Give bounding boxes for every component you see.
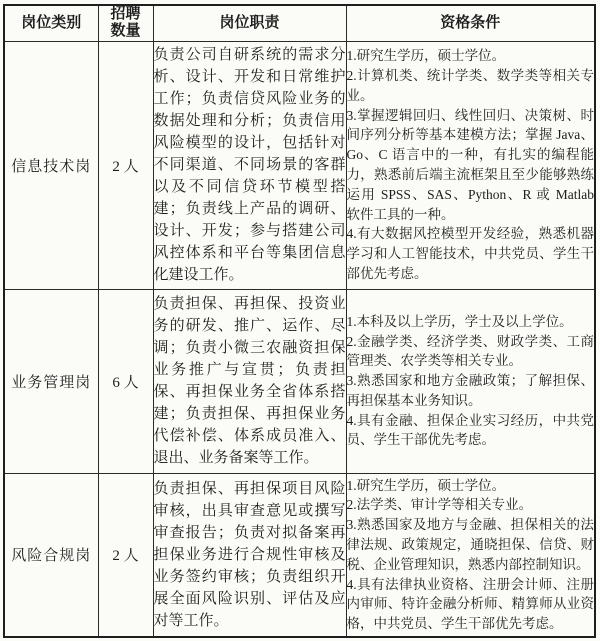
table-row-risk-position: [4, 473, 595, 637]
qualification-item: 4.具有法律执业资格、注册会计师、注册内审师、特许金融分析师、精算师从业资格，中共党员、学生干部优先考虑。: [346, 576, 594, 632]
header-position-category: 岗位类别: [4, 5, 98, 41]
position-category-cell: 风险合规岗: [4, 473, 98, 637]
duties-text: 负责担保、再担保、投资业务的研发、推广、运作、尽调；负责小微三农融资担保业务推广与宣贯；负责担保、再担保业务全省体系搭建；负责担保、再担保业务代偿补偿、体系成员准入、退出、业务备案等工作。: [153, 296, 346, 466]
qualification-item: 2.金融学类、经济学类、财政学类、工商管理类、农学类等相关专业。: [346, 333, 594, 369]
duties-text: 负责担保、再担保项目风险审核，出具审查意见或撰写审查报告；负责对拟备案再担保业务进行合规性审核及业务签约审核；负责组织开展全面风险识别、评估及应对等工作。: [153, 480, 346, 629]
header-recruit-count-label: 招聘数量: [110, 6, 141, 40]
table-row-it-position: [4, 41, 595, 289]
table-header-row: [4, 5, 595, 41]
recruit-count-cell: 2 人: [98, 473, 153, 637]
qualifications-cell: [346, 289, 595, 473]
recruitment-positions-table: [3, 4, 596, 638]
header-recruit-count: [98, 5, 153, 41]
qualifications-cell: [346, 41, 595, 289]
qualification-item: 3.掌握逻辑回归、线性回归、决策树、时间序列分析等基本建模方法；掌握 Java、Go、C 语言中的一种，有扎实的编程能力，熟悉前后端主流框架且至少能够熟练运用 SPSS、SAS、Python、R 或 Matlab 软件工具的一种。: [346, 107, 594, 222]
table-row-business-position: [4, 289, 595, 473]
qualification-item: 3.熟悉国家和地方金融政策；了解担保、再担保基本业务知识。: [346, 373, 594, 408]
qualification-item: 3.熟悉国家及地方与金融、担保相关的法律法规、政策规定，通晓担保、信贷、财税、企业管理知识，熟悉内部控制知识。: [346, 517, 594, 572]
qualification-item: 4.具有金融、担保企业实习经历，中共党员、学生干部优先考虑。: [346, 412, 594, 448]
recruit-count-cell: 2 人: [98, 41, 153, 289]
position-category-cell: 信息技术岗: [4, 41, 98, 289]
position-category-cell: 业务管理岗: [4, 289, 98, 473]
qualification-item: 1.研究生学历，硕士学位。: [346, 477, 506, 493]
header-qualifications: 资格条件: [346, 5, 595, 41]
duties-text: 负责公司自研系统的需求分析、设计、开发和日常维护工作；负责信贷风险业务的数据处理和分析；负责信用风险模型的设计，包括针对不同渠道、不同场景的客群以及不同信贷环节模型搭建；负责线上产品的调研、设计、开发；参与搭建公司风控体系和平台等集团信息化建设工作。: [153, 47, 346, 283]
qualification-item: 2.法学类、审计学等相关专业。: [346, 497, 533, 513]
header-duties: 岗位职责: [153, 5, 346, 41]
qualification-item: 1.本科及以上学历，学士及以上学位。: [346, 313, 573, 329]
duties-cell: [153, 473, 346, 637]
qualification-item: 2.计算机类、统计学类、数学类等相关专业。: [346, 68, 594, 103]
qualification-item: 1.研究生学历，硕士学位。: [346, 48, 506, 64]
duties-cell: [153, 289, 346, 473]
qualification-item: 4.有大数据风控模型开发经验，熟悉机器学习和人工智能技术，中共党员、学生干部优先考虑。: [346, 226, 594, 281]
qualifications-cell: [346, 473, 595, 637]
duties-cell: [153, 41, 346, 289]
recruit-count-cell: 6 人: [98, 289, 153, 473]
